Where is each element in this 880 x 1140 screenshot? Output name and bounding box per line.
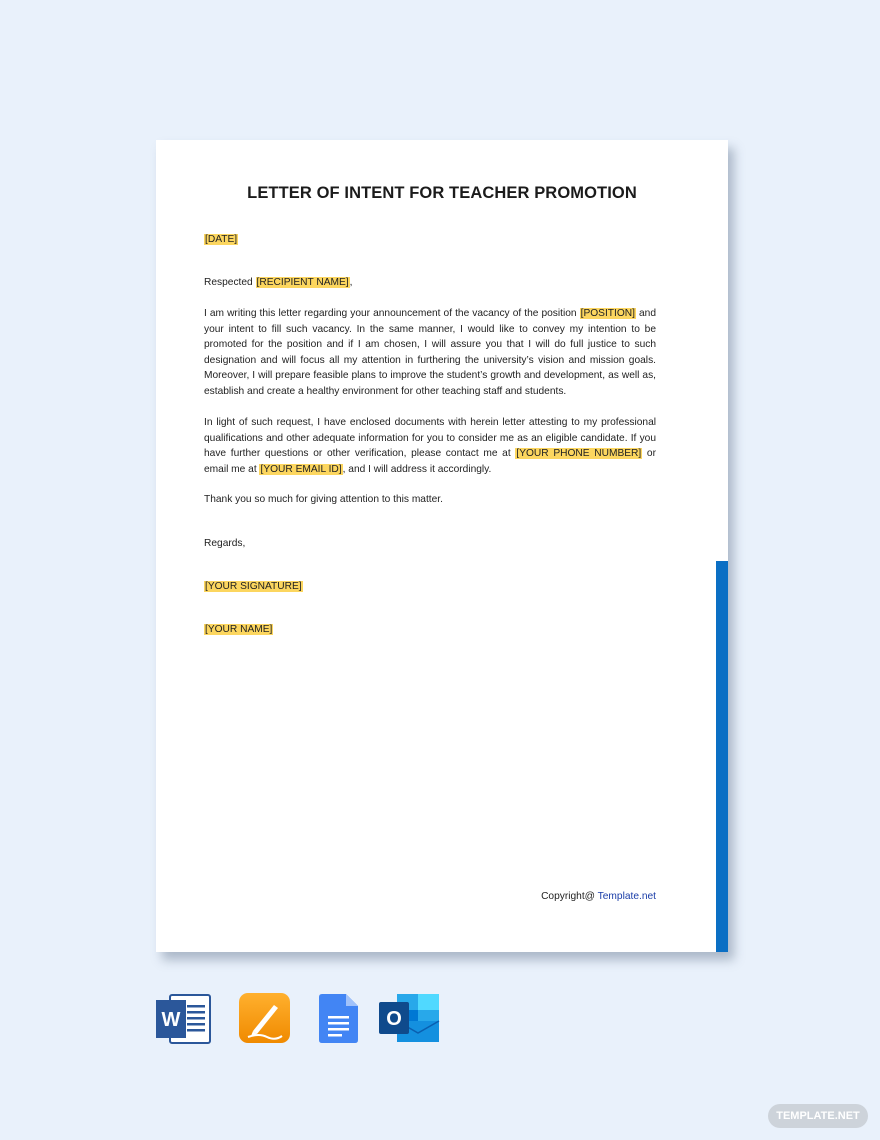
salutation bbox=[204, 275, 656, 291]
paragraph-2 bbox=[204, 415, 656, 477]
closing: Regards, bbox=[204, 538, 246, 549]
paragraph-2-middle: or email me at bbox=[204, 448, 656, 475]
letter-page bbox=[156, 140, 728, 952]
google-docs-icon[interactable] bbox=[318, 993, 360, 1050]
template-net-link[interactable]: Template.net bbox=[597, 891, 656, 902]
phone-placeholder: [YOUR PHONE NUMBER] bbox=[516, 448, 642, 459]
template-net-watermark: TEMPLATE.NET bbox=[768, 1104, 868, 1128]
paragraph-2-start: In light of such request, I have enclosed documents with herein letter attesting to my professional qualifications and other adequate information for you to consider me as an eligible candidate. If you have further questions or other verification, please contact me at bbox=[204, 417, 656, 459]
date-placeholder: [DATE] bbox=[205, 234, 238, 245]
salutation-prefix: Respected bbox=[204, 277, 256, 288]
paragraph-3: Thank you so much for giving attention to this matter. bbox=[204, 494, 443, 505]
paragraph-1-start: I am writing this letter regarding your announcement of the vacancy of the position bbox=[204, 308, 580, 319]
paragraph-2-end: , and I will address it accordingly. bbox=[342, 463, 492, 475]
signature-line bbox=[204, 579, 656, 595]
letter-title: LETTER OF INTENT FOR TEACHER PROMOTION bbox=[247, 184, 637, 202]
name-line bbox=[204, 622, 656, 638]
salutation-suffix: , bbox=[349, 277, 353, 288]
copyright-line bbox=[204, 891, 656, 902]
outlook-icon[interactable] bbox=[379, 993, 441, 1050]
page-accent-bar bbox=[716, 561, 728, 952]
name-placeholder: [YOUR NAME] bbox=[205, 624, 273, 635]
email-placeholder: [YOUR EMAIL ID] bbox=[260, 463, 342, 475]
pages-icon[interactable] bbox=[239, 993, 291, 1050]
date-line bbox=[204, 232, 656, 248]
copyright-prefix: Copyright@ bbox=[541, 891, 598, 902]
paragraph-1-end: and your intent to fill such vacancy. In the same manner, I would like to convey my intention to be promoted for the position and if I am chosen, I will assure you that I will do full justice to such designation and will focus all my attention in furthering the university’s vision and mission goals. Moreover, I will prepare feasible plans to improve the student’s growth and development, as well as, establish and create a healthy environment for other teaching staff and students. bbox=[204, 308, 656, 397]
word-letter: W bbox=[161, 1009, 181, 1031]
word-icon[interactable] bbox=[156, 993, 212, 1050]
outlook-letter: O bbox=[386, 1008, 402, 1030]
position-placeholder: [POSITION] bbox=[580, 308, 635, 319]
paragraph-1 bbox=[204, 306, 656, 399]
recipient-placeholder: [RECIPIENT NAME] bbox=[256, 277, 349, 288]
signature-placeholder: [YOUR SIGNATURE] bbox=[205, 581, 302, 592]
